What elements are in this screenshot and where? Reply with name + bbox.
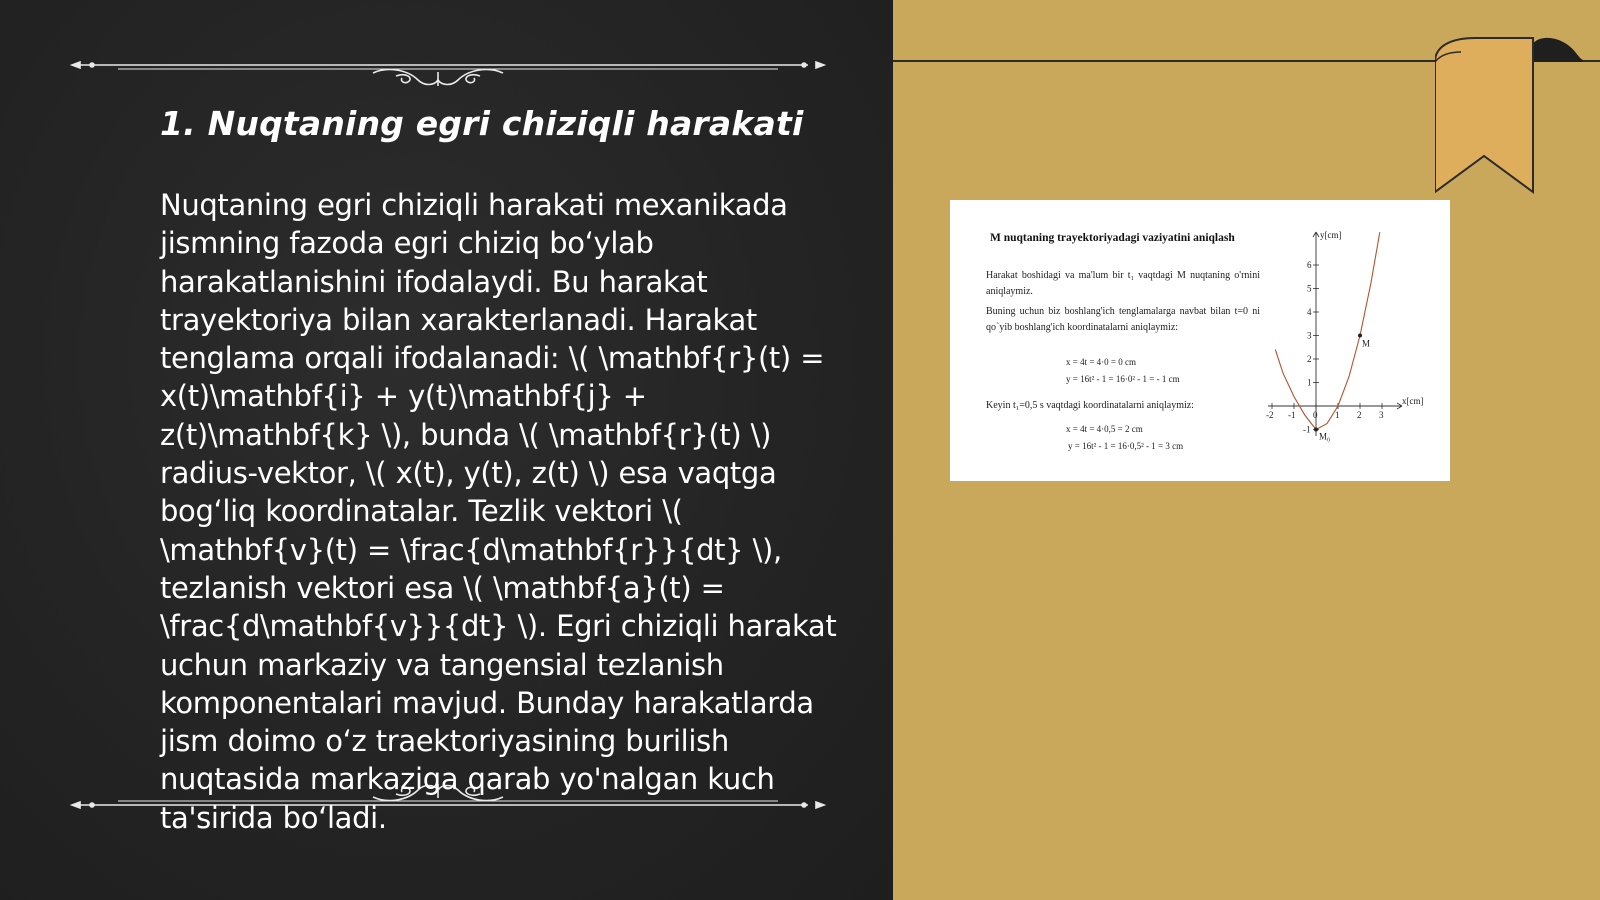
figure-paragraph-3: Keyin t₁=0,5 s vaqtdagi koordinatalarni aniqlaymiz: [986, 400, 1194, 411]
figure-heading: M nuqtaning trayektoriyadagi vaziyatini aniqlash [990, 232, 1235, 244]
y-tick-label: 3 [1307, 330, 1312, 341]
point-m-label: M [1362, 338, 1371, 349]
y-tick-label: 4 [1307, 307, 1312, 317]
trajectory-plot [1260, 224, 1450, 454]
equation-x1: x = 4t = 4·0,5 = 2 cm [1066, 424, 1143, 434]
equation-y1: y = 16t² - 1 = 16·0,5² - 1 = 3 cm [1068, 441, 1184, 451]
point-m0-label: M₀ [1319, 431, 1331, 442]
x-tick-label: 2 [1357, 410, 1362, 420]
point-m0-marker [1314, 428, 1318, 432]
x-tick-label: -1 [1288, 410, 1296, 420]
y-tick-label: -1 [1303, 424, 1311, 435]
x-tick-label: 1 [1335, 410, 1340, 420]
point-m-marker [1358, 334, 1362, 338]
bookmark-ribbon-icon [1435, 36, 1583, 196]
equation-y0: y = 16t² - 1 = 16·0² - 1 = - 1 cm [1066, 374, 1180, 384]
x-tick-label: 3 [1379, 410, 1384, 420]
y-tick-label: 6 [1307, 260, 1312, 270]
trajectory-figure [950, 200, 1450, 481]
slide-body-text: Nuqtaning egri chiziqli harakati mexanikada jismning fazoda egri chiziq bo‘ylab harakatlanishini ifodalaydi. Bu harakat trayektoriya bilan xarakterlanadi. Harakat tenglama orqali ifodalanadi: \( \mathbf{r}(t) = x(t)\mathbf{i} + y(t)\mathbf{j} + z(t)\mathbf{k} \), bunda \( \mathbf{r}(t) \) radius-vektor, \( x(t), y(t), z(t) \) esa vaqtga bog‘liq koordinatalar. Tezlik vektori \( \mathbf{v}(t) = \frac{d\mathbf{r}}{dt} \), tezlanish vektori esa \( \mathbf{a}(t) = \frac{d\mathbf{v}}{dt} \). Egri chiziqli harakat uchun markaziy va tangensial tezlanish komponentalari mavjud. Bunday harakatlarda jism doimo o‘z traektoriyasining burilish nuqtasida markaziga qarab yo'nalgan kuch ta'sirida bo‘ladi. [160, 188, 837, 835]
y-axis-label: y[cm] [1320, 230, 1342, 240]
ornament-frame-top [68, 46, 828, 86]
y-tick-label: 1 [1307, 377, 1312, 388]
figure-paragraph-2: Buning uchun biz boshlang'ich tenglamalarga navbat bilan t=0 ni qo`yib boshlang'ich koordinatalarni aniqlaymiz: [986, 306, 1260, 333]
equation-x0: x = 4t = 4·0 = 0 cm [1066, 357, 1136, 367]
x-tick-label: -2 [1266, 410, 1274, 420]
y-tick-label: 2 [1307, 354, 1312, 364]
x-axis-label: x[cm] [1402, 396, 1424, 406]
y-tick-label: 5 [1307, 283, 1312, 294]
slide-title: 1. Nuqtaning egri chiziqli harakati [160, 104, 804, 143]
parabola-trajectory [1275, 232, 1380, 429]
figure-paragraph-1: Harakat boshidagi va ma'lum bir t₁ vaqtdagi M nuqtaning o'rnini aniqlaymiz. [986, 270, 1260, 297]
x-tick-label: 0 [1313, 410, 1318, 420]
